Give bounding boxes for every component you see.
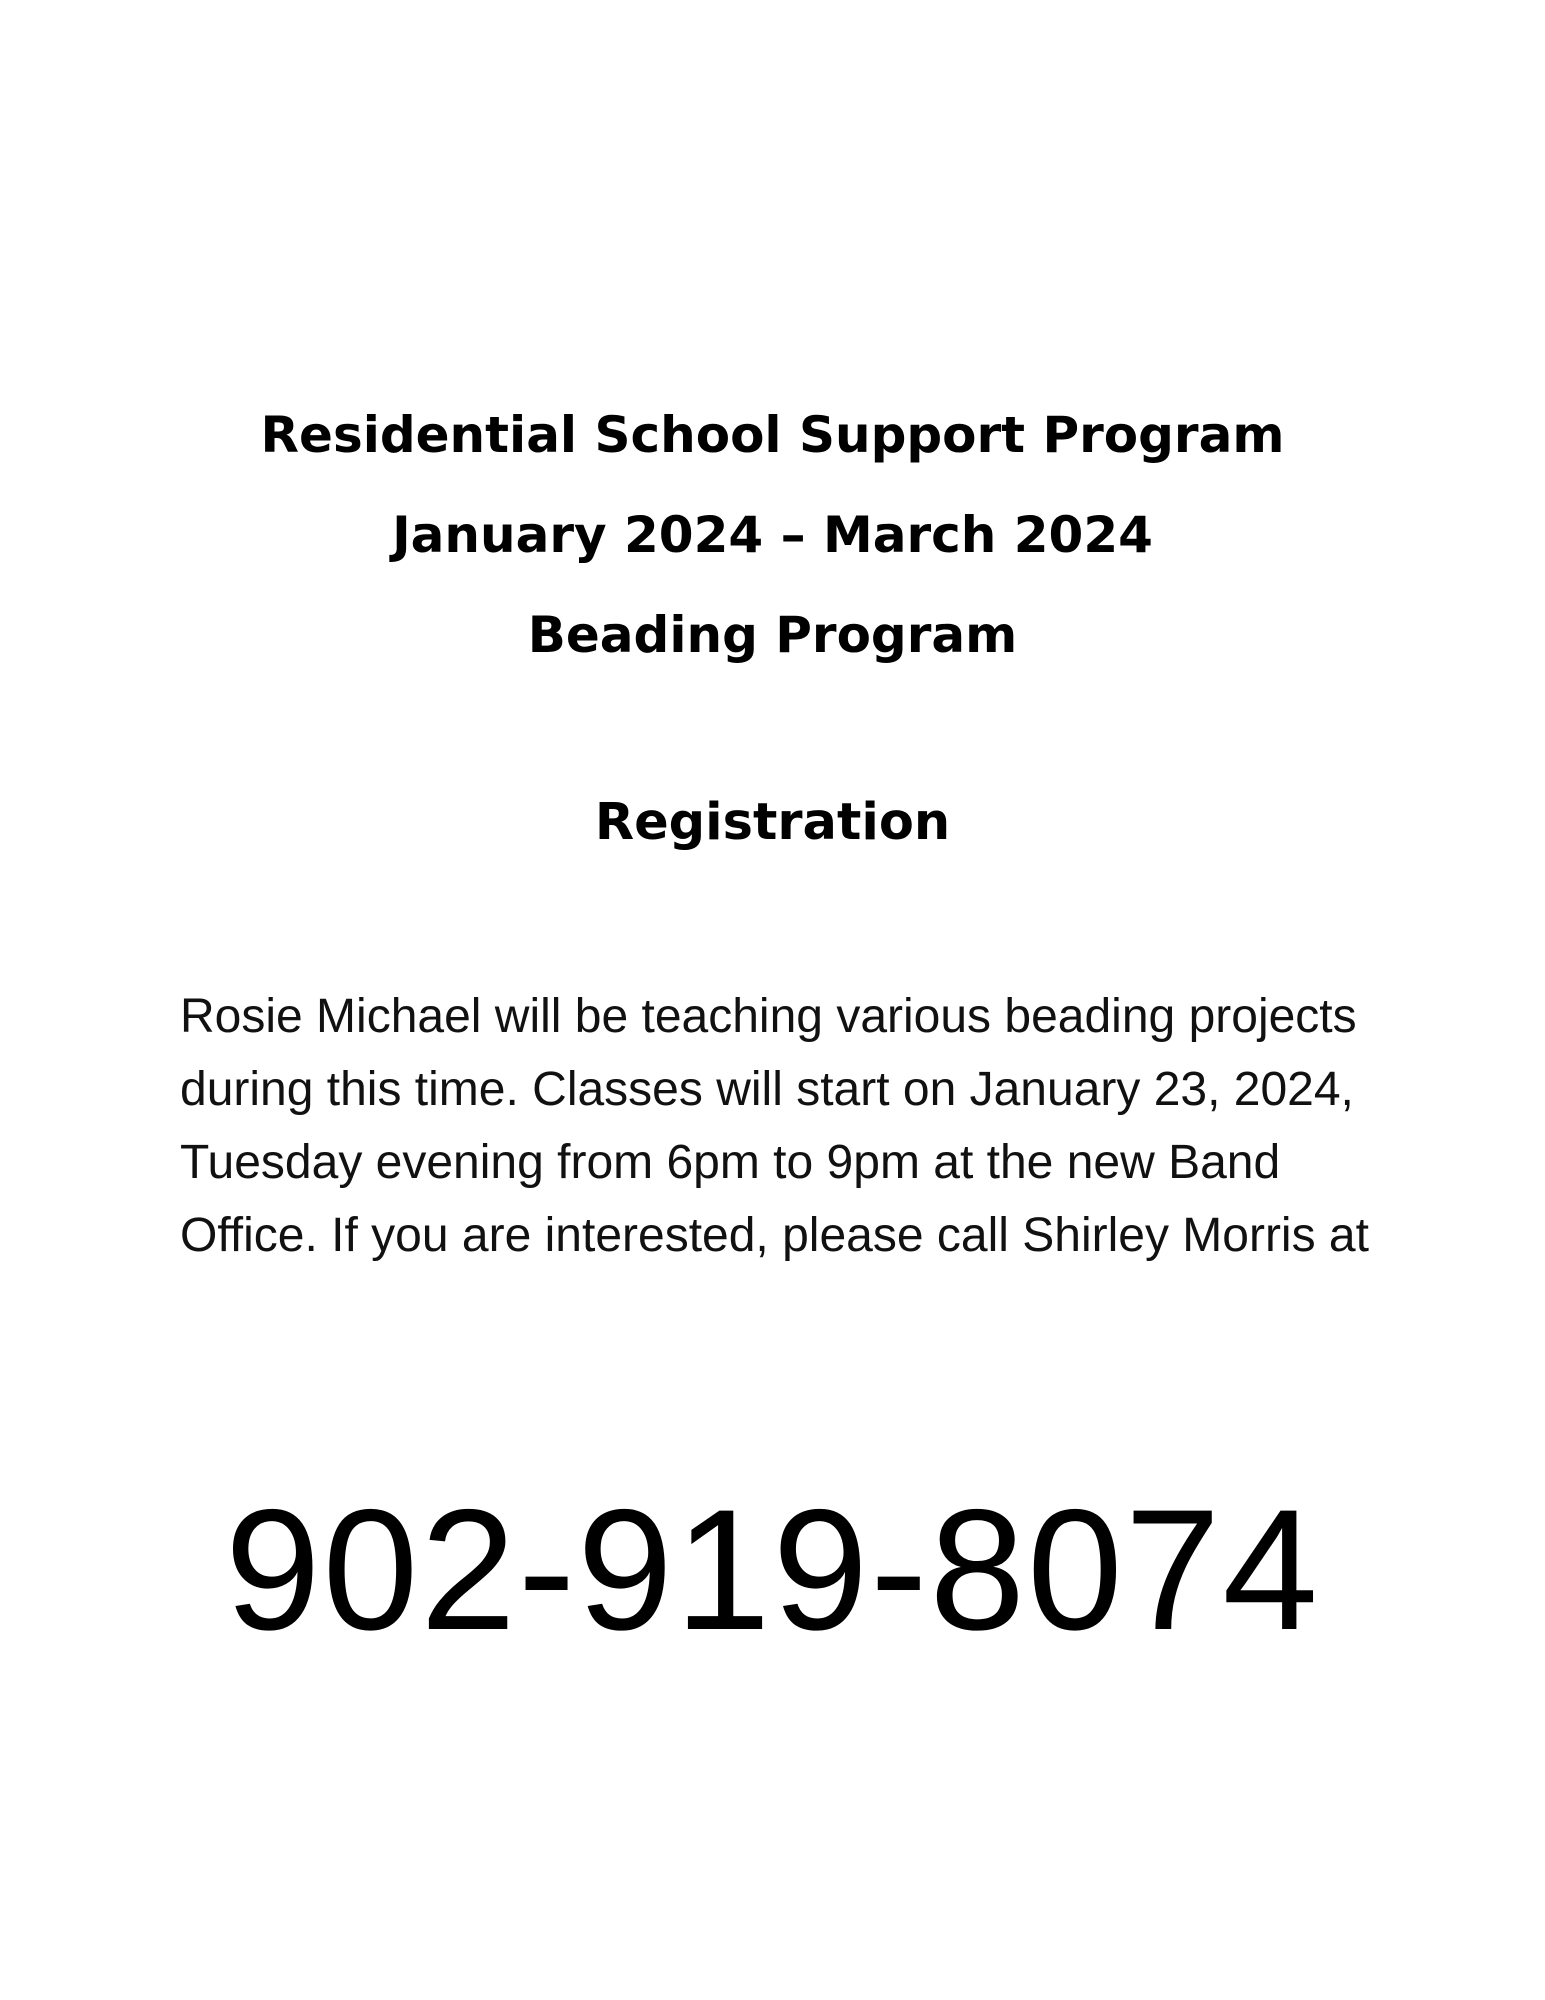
program-dates: January 2024 – March 2024 [392,506,1153,564]
phone-number: 902-919-8074 [224,1474,1321,1666]
program-title: Residential School Support Program [260,406,1285,464]
registration-heading: Registration [594,793,951,852]
registration-body: Rosie Michael will be teaching various beading projects during this time. Classes will start on January 23, 2024, Tuesday evening from 6pm to 9pm at the new Band Office. If you are interested, please call Shirley Morris at [180,990,1369,1262]
heading-block [0,385,1545,685]
program-name: Beading Program [527,606,1018,664]
